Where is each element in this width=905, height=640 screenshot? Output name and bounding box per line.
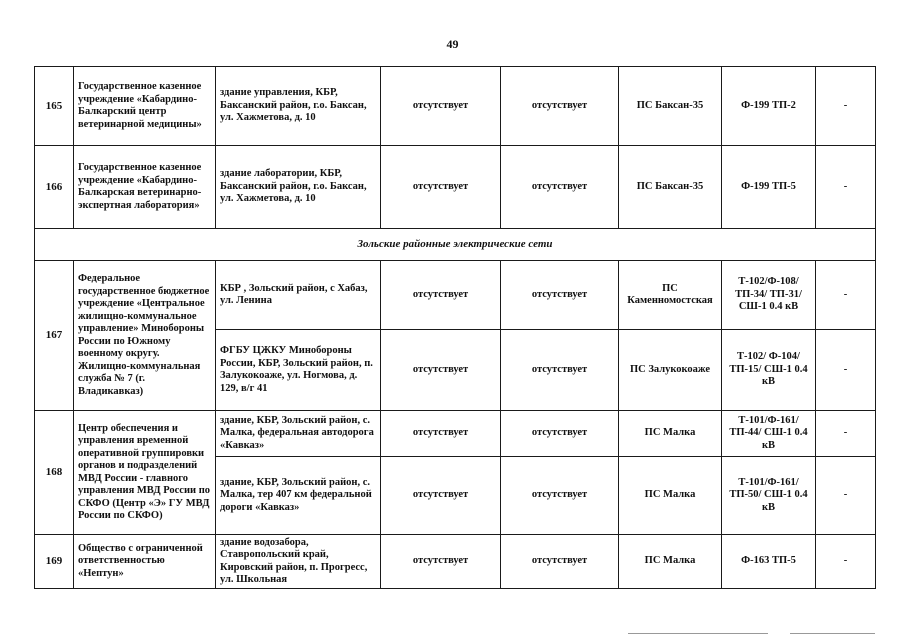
object-address: здание управления, КБР, Баксанский район, г.о. Баксан, ул. Хажметова, д. 10 — [216, 67, 381, 146]
feeder-cell: Ф-199 ТП-5 — [722, 146, 816, 229]
note-cell: - — [816, 535, 876, 589]
status-cell: отсутствует — [501, 457, 619, 535]
object-address: здание, КБР, Зольский район, с. Малка, тер 407 км федеральной дороги «Кавказ» — [216, 457, 381, 535]
object-address: ФГБУ ЦЖКУ Минобороны России, КБР, Зольский район, п. Залукокоаже, ул. Ногмова, д. 129, в/г 41 — [216, 330, 381, 411]
status-cell: отсутствует — [501, 146, 619, 229]
owner-name: Государственное казенное учреждение «Кабардино-Балкарский центр ветеринарной медицины» — [74, 67, 216, 146]
status-cell: отсутствует — [501, 261, 619, 330]
footer-rule — [628, 633, 768, 634]
table-row — [35, 261, 876, 330]
feeder-cell: Ф-199 ТП-2 — [722, 67, 816, 146]
row-number: 169 — [35, 535, 74, 589]
note-cell: - — [816, 330, 876, 411]
status-cell: отсутствует — [381, 67, 501, 146]
note-cell: - — [816, 67, 876, 146]
page-number: 49 — [446, 37, 459, 51]
row-number: 167 — [35, 261, 74, 411]
object-address: КБР , Зольский район, с Хабаз, ул. Ленина — [216, 261, 381, 330]
owner-name: Общество с ограниченной ответственностью «Нептун» — [74, 535, 216, 589]
status-cell: отсутствует — [501, 535, 619, 589]
feeder-cell: Т-102/Ф-108/ТП-34/ ТП-31/СШ-1 0.4 кВ — [722, 261, 816, 330]
feeder-cell: Т-102/ Ф-104/ТП-15/ СШ-1 0.4 кВ — [722, 330, 816, 411]
section-title: Зольские районные электрические сети — [35, 229, 876, 261]
table-row — [35, 535, 876, 589]
section-header-row — [35, 229, 876, 261]
substation-cell: ПС Каменномостская — [619, 261, 722, 330]
object-address: здание лаборатории, КБР, Баксанский район, г.о. Баксан, ул. Хажметова, д. 10 — [216, 146, 381, 229]
status-cell: отсутствует — [381, 330, 501, 411]
table-row — [35, 67, 876, 146]
owner-name: Государственное казенное учреждение «Кабардино-Балкарская ветеринарно-экспертная лаборатория» — [74, 146, 216, 229]
owner-name: Федеральное государственное бюджетное учреждение «Центральное жилищно-коммунальное управление» Минобороны России по Южному военному округу. Жилищно-коммунальная служба № 7 (г. Владикавказ) — [74, 261, 216, 411]
feeder-cell: Т-101/Ф-161/ТП-50/ СШ-1 0.4 кВ — [722, 457, 816, 535]
status-cell: отсутствует — [381, 411, 501, 457]
status-cell: отсутствует — [501, 330, 619, 411]
feeder-cell: Ф-163 ТП-5 — [722, 535, 816, 589]
note-cell: - — [816, 261, 876, 330]
status-cell: отсутствует — [381, 457, 501, 535]
feeder-cell: Т-101/Ф-161/ТП-44/ СШ-1 0.4 кВ — [722, 411, 816, 457]
substation-cell: ПС Баксан-35 — [619, 67, 722, 146]
table-row — [35, 146, 876, 229]
substation-cell: ПС Малка — [619, 411, 722, 457]
note-cell: - — [816, 457, 876, 535]
row-number: 168 — [35, 411, 74, 535]
note-cell: - — [816, 146, 876, 229]
object-address: здание водозабора, Ставропольский край, Кировский район, п. Прогресс, ул. Школьная — [216, 535, 381, 589]
row-number: 166 — [35, 146, 74, 229]
note-cell: - — [816, 411, 876, 457]
substation-cell: ПС Малка — [619, 457, 722, 535]
owner-name: Центр обеспечения и управления временной оперативной группировки органов и подразделений МВД России - главного управления МВД России по СКФО (Центр «Э» ГУ МВД России по СКФО) — [74, 411, 216, 535]
footer-rule — [790, 633, 875, 634]
status-cell: отсутствует — [501, 67, 619, 146]
consumer-registry-table — [34, 66, 876, 589]
substation-cell: ПС Малка — [619, 535, 722, 589]
row-number: 165 — [35, 67, 74, 146]
status-cell: отсутствует — [381, 535, 501, 589]
object-address: здание, КБР, Зольский район, с. Малка, федеральная автодорога «Кавказ» — [216, 411, 381, 457]
table-row — [35, 411, 876, 457]
substation-cell: ПС Баксан-35 — [619, 146, 722, 229]
substation-cell: ПС Залукокоаже — [619, 330, 722, 411]
status-cell: отсутствует — [381, 261, 501, 330]
status-cell: отсутствует — [501, 411, 619, 457]
status-cell: отсутствует — [381, 146, 501, 229]
